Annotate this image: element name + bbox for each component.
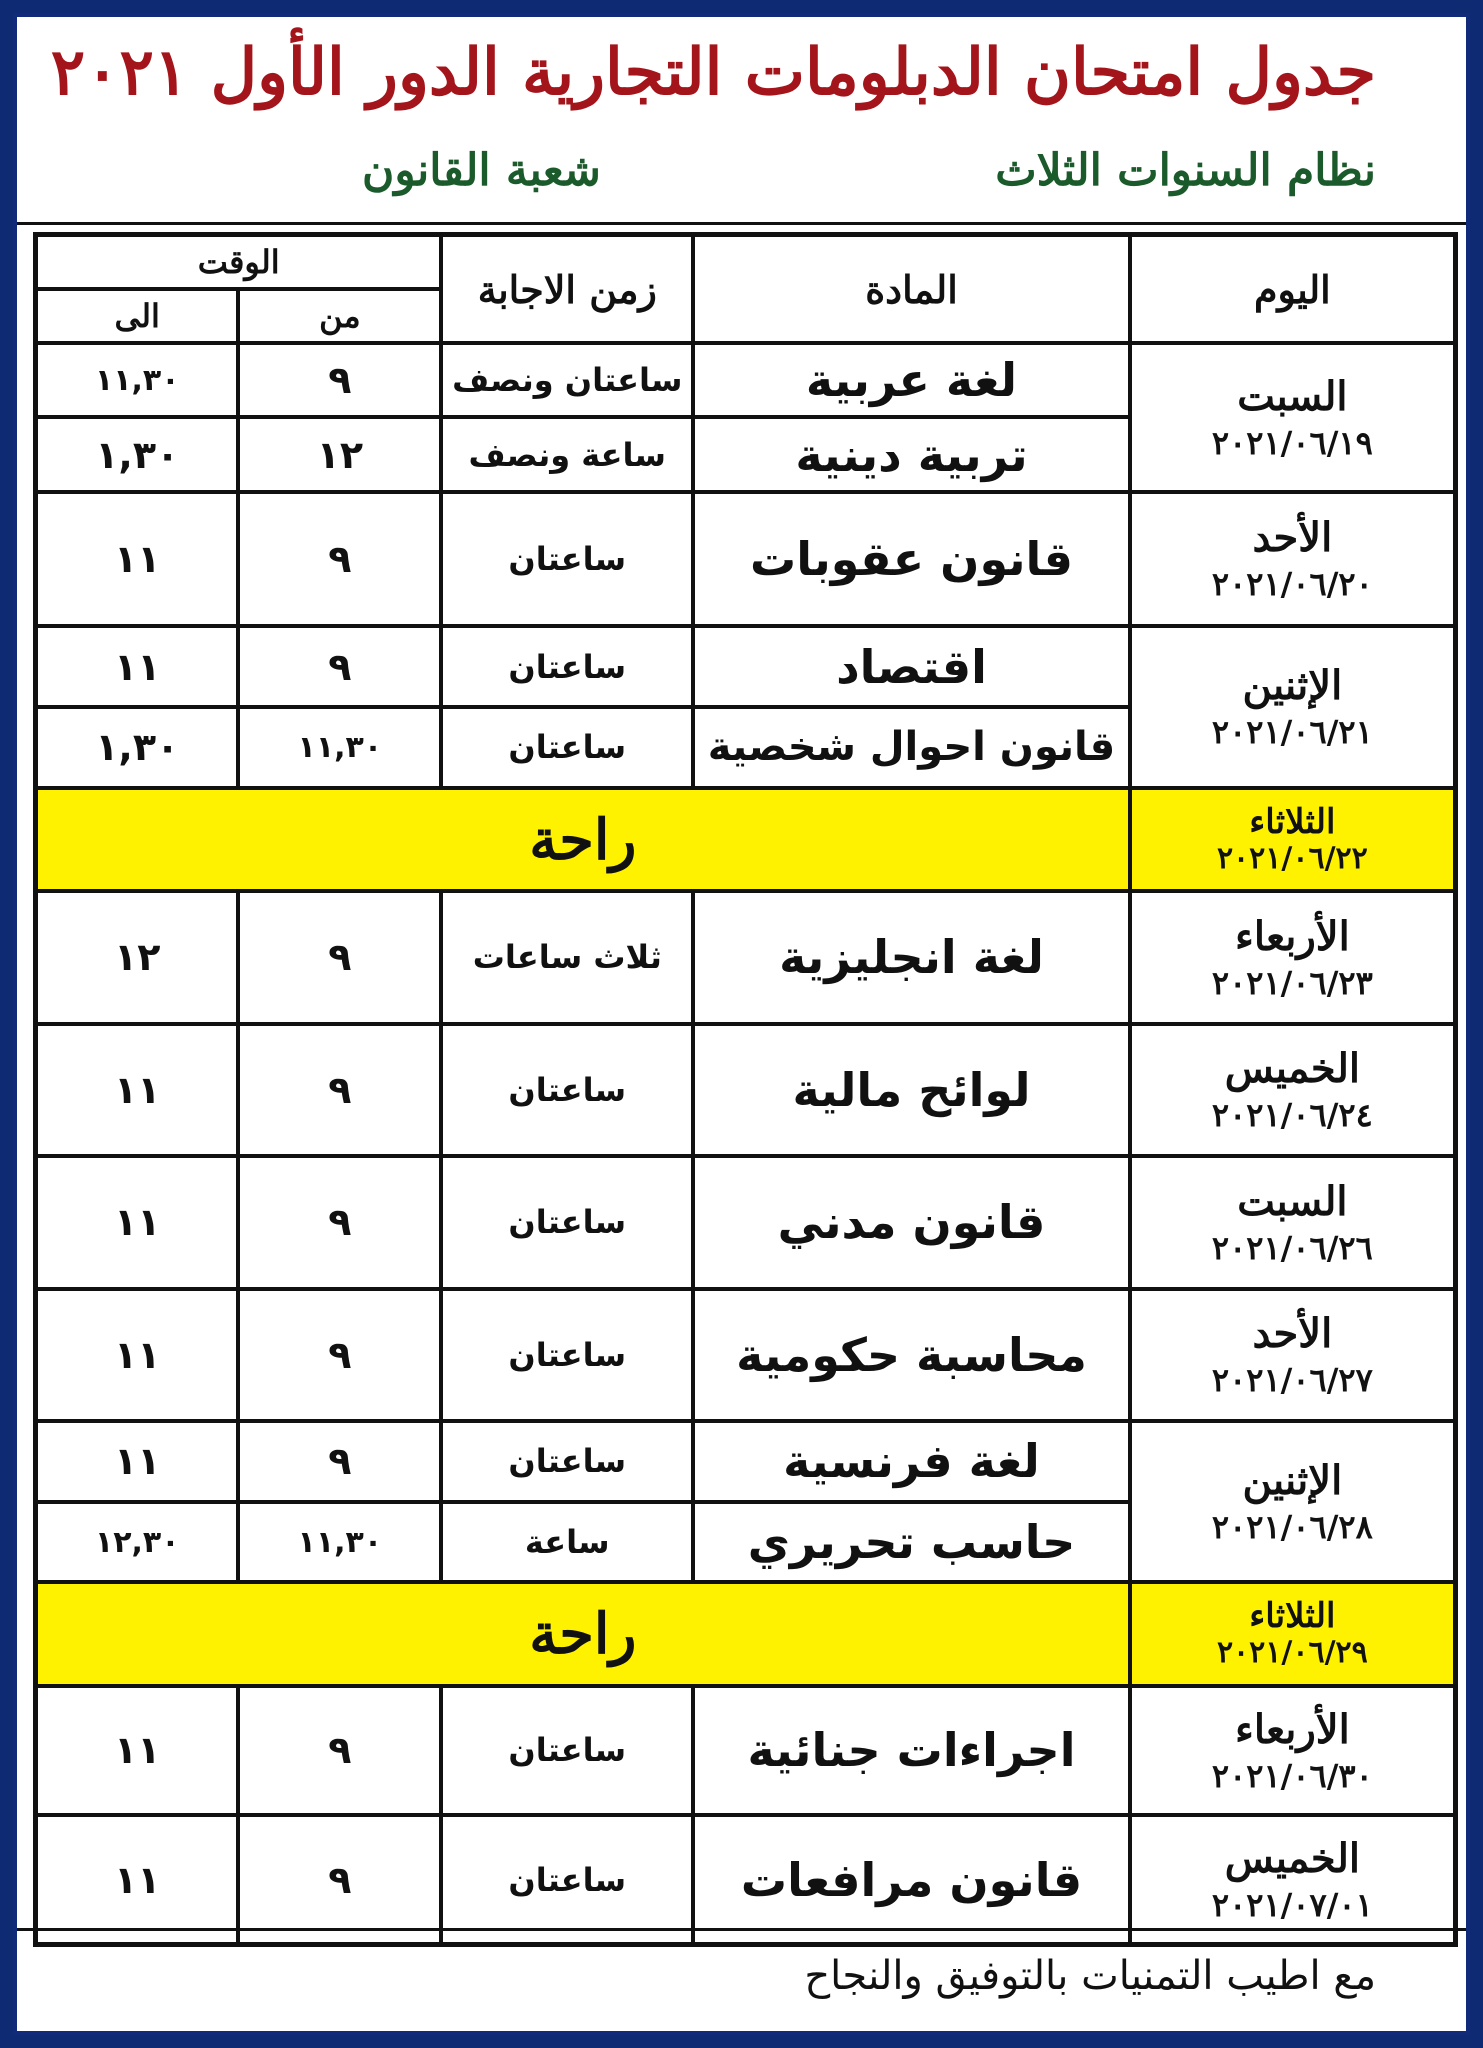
column-header-time: الوقت <box>36 235 442 290</box>
from-cell: ٩ <box>238 891 441 1023</box>
from-cell: ١١,٣٠ <box>238 1502 441 1583</box>
day-name: الخميس <box>1224 1834 1361 1882</box>
day-name: الأحد <box>1252 514 1333 562</box>
day-cell <box>1130 1024 1456 1156</box>
schedule-table-wrap <box>33 232 1458 1947</box>
day-date: ٢٠٢١/٠٦/٣٠ <box>1211 1756 1373 1795</box>
table-row <box>36 492 1456 626</box>
from-cell: ٩ <box>238 1815 441 1944</box>
day-name: الأربعاء <box>1235 1705 1350 1753</box>
from-cell: ٩ <box>238 1024 441 1156</box>
duration-cell: ساعتان <box>441 492 693 626</box>
table-row <box>36 343 1456 417</box>
column-header-to: الى <box>36 289 239 343</box>
subject-cell: لوائح مالية <box>693 1024 1129 1156</box>
duration-cell: ساعتان ونصف <box>441 343 693 417</box>
day-date: ٢٠٢١/٠٦/٢٦ <box>1211 1228 1373 1267</box>
day-cell <box>1130 1815 1456 1944</box>
to-cell: ١١ <box>36 1156 239 1288</box>
duration-cell: ساعة <box>441 1502 693 1583</box>
day-date: ٢٠٢١/٠٧/٠١ <box>1211 1885 1373 1924</box>
column-header-day: اليوم <box>1130 235 1456 344</box>
rest-row <box>36 788 1456 891</box>
schedule-frame <box>13 13 1470 2035</box>
day-name: الإثنين <box>1242 662 1343 710</box>
duration-cell: ساعتان <box>441 1686 693 1815</box>
subject-cell: تربية دينية <box>693 417 1129 491</box>
duration-cell: ساعتان <box>441 1289 693 1421</box>
day-cell <box>1130 1289 1456 1421</box>
to-cell: ١١ <box>36 1024 239 1156</box>
subject-cell: محاسبة حكومية <box>693 1289 1129 1421</box>
column-header-from: من <box>238 289 441 343</box>
day-cell <box>1130 788 1456 891</box>
from-cell: ٩ <box>238 343 441 417</box>
subject-cell: حاسب تحريري <box>693 1502 1129 1583</box>
to-cell: ١٢,٣٠ <box>36 1502 239 1583</box>
day-name: الإثنين <box>1242 1456 1343 1504</box>
duration-cell: ساعتان <box>441 1156 693 1288</box>
subject-cell: قانون مدني <box>693 1156 1129 1288</box>
day-cell <box>1130 343 1456 492</box>
from-cell: ٩ <box>238 492 441 626</box>
to-cell: ١١ <box>36 492 239 626</box>
day-name: السبت <box>1237 1177 1348 1225</box>
day-date: ٢٠٢١/٠٦/١٩ <box>1211 423 1373 462</box>
duration-cell: ساعتان <box>441 626 693 707</box>
day-name: الخميس <box>1224 1045 1361 1093</box>
rest-label: راحة <box>36 788 1130 891</box>
table-row <box>36 1156 1456 1288</box>
header <box>17 17 1466 225</box>
day-cell <box>1130 1156 1456 1288</box>
page-title: جدول امتحان الدبلومات التجارية الدور الأول ٢٠٢١ <box>50 35 1376 110</box>
day-date: ٢٠٢١/٠٦/٢٢ <box>1216 840 1368 876</box>
day-name: الأربعاء <box>1235 912 1350 960</box>
day-date: ٢٠٢١/٠٦/٢٧ <box>1211 1360 1373 1399</box>
day-date: ٢٠٢١/٠٦/٢١ <box>1211 713 1373 752</box>
table-row <box>36 1289 1456 1421</box>
column-header-subject: المادة <box>693 235 1129 344</box>
exam-schedule-table <box>33 232 1458 1947</box>
day-cell <box>1130 891 1456 1023</box>
footer-message: مع اطيب التمنيات بالتوفيق والنجاح <box>804 1953 1376 1999</box>
from-cell: ٩ <box>238 1421 441 1502</box>
day-date: ٢٠٢١/٠٦/٢٠ <box>1211 565 1373 604</box>
subject-cell: لغة فرنسية <box>693 1421 1129 1502</box>
subject-cell: اجراءات جنائية <box>693 1686 1129 1815</box>
footer <box>17 1928 1466 2031</box>
from-cell: ١٢ <box>238 417 441 491</box>
subject-cell: اقتصاد <box>693 626 1129 707</box>
to-cell: ١٢ <box>36 891 239 1023</box>
day-cell <box>1130 492 1456 626</box>
from-cell: ١١,٣٠ <box>238 707 441 788</box>
day-name: الثلاثاء <box>1249 1596 1336 1637</box>
subject-cell: قانون عقوبات <box>693 492 1129 626</box>
to-cell: ١١ <box>36 1815 239 1944</box>
subject-cell: لغة انجليزية <box>693 891 1129 1023</box>
to-cell: ١,٣٠ <box>36 417 239 491</box>
day-name: السبت <box>1237 372 1348 420</box>
day-date: ٢٠٢١/٠٦/٢٣ <box>1211 963 1373 1002</box>
duration-cell: ساعتان <box>441 707 693 788</box>
duration-cell: ساعة ونصف <box>441 417 693 491</box>
table-row <box>36 1024 1456 1156</box>
rest-label: راحة <box>36 1582 1130 1685</box>
division-subtitle: شعبة القانون <box>362 145 601 196</box>
to-cell: ١١,٣٠ <box>36 343 239 417</box>
from-cell: ٩ <box>238 1156 441 1288</box>
duration-cell: ساعتان <box>441 1421 693 1502</box>
rest-row <box>36 1582 1456 1685</box>
table-row <box>36 1421 1456 1502</box>
subject-cell: لغة عربية <box>693 343 1129 417</box>
day-name: الأحد <box>1252 1309 1333 1357</box>
table-row <box>36 1815 1456 1944</box>
to-cell: ١١ <box>36 1289 239 1421</box>
duration-cell: ساعتان <box>441 1815 693 1944</box>
day-cell <box>1130 626 1456 787</box>
subject-cell: قانون مرافعات <box>693 1815 1129 1944</box>
day-cell <box>1130 1582 1456 1685</box>
from-cell: ٩ <box>238 1289 441 1421</box>
duration-cell: ثلاث ساعات <box>441 891 693 1023</box>
to-cell: ١,٣٠ <box>36 707 239 788</box>
duration-cell: ساعتان <box>441 1024 693 1156</box>
day-date: ٢٠٢١/٠٦/٢٨ <box>1211 1507 1373 1546</box>
table-row <box>36 1686 1456 1815</box>
day-date: ٢٠٢١/٠٦/٢٤ <box>1211 1096 1373 1135</box>
column-header-duration: زمن الاجابة <box>441 235 693 344</box>
from-cell: ٩ <box>238 1686 441 1815</box>
to-cell: ١١ <box>36 626 239 707</box>
day-cell <box>1130 1686 1456 1815</box>
to-cell: ١١ <box>36 1686 239 1815</box>
to-cell: ١١ <box>36 1421 239 1502</box>
table-row <box>36 891 1456 1023</box>
table-row <box>36 626 1456 707</box>
day-name: الثلاثاء <box>1249 801 1336 842</box>
subject-cell: قانون احوال شخصية <box>693 707 1129 788</box>
system-subtitle: نظام السنوات الثلاث <box>995 145 1376 196</box>
day-cell <box>1130 1421 1456 1582</box>
from-cell: ٩ <box>238 626 441 707</box>
day-date: ٢٠٢١/٠٦/٢٩ <box>1216 1635 1368 1671</box>
